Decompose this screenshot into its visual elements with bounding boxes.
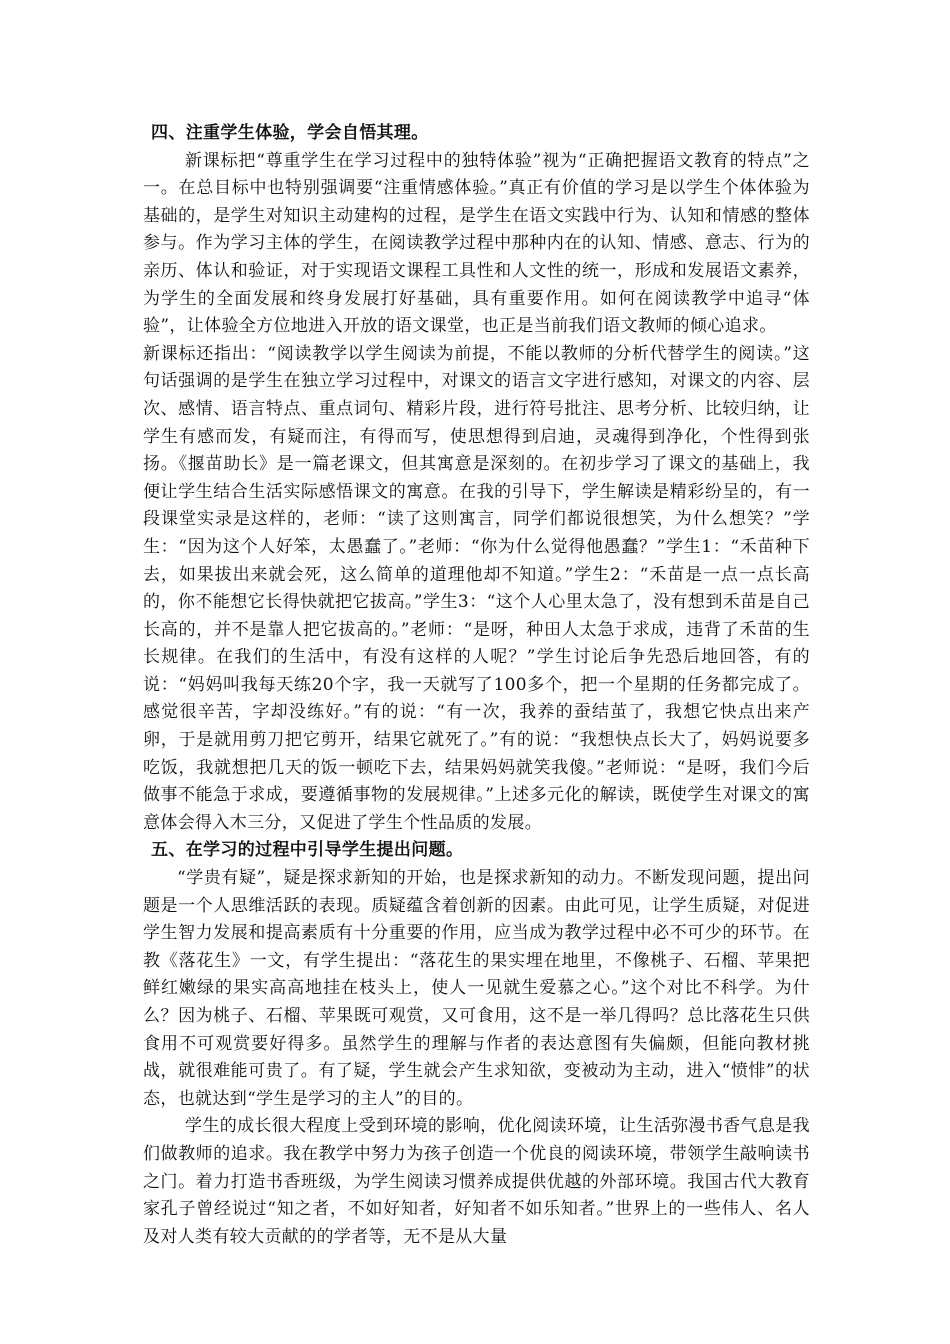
document-page	[143, 120, 810, 1251]
section-heading-5: 五、在学习的过程中引导学生提出问题。	[151, 840, 464, 861]
paragraph: 新课标把“尊重学生在学习过程中的独特体验”视为“正确把握语文教育的特点”之一。在总目标中也特别强调要“注重情感体验。”真正有价值的学习是以学生个体体验为基础的，是学生对知识主动建构的过程，是学生在语文实践中行为、认知和情感的整体参与。作为学习主体的学生，在阅读教学过程中那种内在的认知、情感、意志、行为的亲历、体认和验证，对于实现语文课程工具性和人文性的统一，形成和发展语文素养，为学生的全面发展和终身发展打好基础，具有重要作用。如何在阅读教学中追寻“体验”，让体验全方位地进入开放的语文课堂，也正是当前我们语文教师的倾心追求。	[143, 150, 810, 337]
paragraph: “学贵有疑”，疑是探求新知的开始，也是探求新知的动力。不断发现问题，提出问题是一个人思维活跃的表现。质疑蕴含着创新的因素。由此可见，让学生质疑，对促进学生智力发展和提高素质有十分重要的作用，应当成为教学过程中必不可少的环节。在教《落花生》一文，有学生提出：“落花生的果实埋在地里，不像桃子、石榴、苹果把鲜红嫩绿的果实高高地挂在枝头上，使人一见就生爱慕之心。”这个对比不科学。为什么？因为桃子、石榴、苹果既可观赏，又可食用，这不是一举几得吗？总比落花生只供食用不可观赏要好得多。虽然学生的理解与作者的表达意图有失偏颇，但能向教材挑战，就很难能可贵了。有了疑，学生就会产生求知欲，变被动为主动，进入“愤悱”的状态，也就达到“学生是学习的主人”的目的。	[143, 868, 810, 1109]
paragraph: 新课标还指出：“阅读教学以学生阅读为前提，不能以教师的分析代替学生的阅读。”这句话强调的是学生在独立学习过程中，对课文的语言文字进行感知，对课文的内容、层次、感情、语言特点、重点词句、精彩片段，进行符号批注、思考分析、比较归纳，让学生有感而发，有疑而注，有得而写，使思想得到启迪，灵魂得到净化，个性得到张扬。《揠苗助长》是一篇老课文，但其寓意是深刻的。在初步学习了课文的基础上，我便让学生结合生活实际感悟课文的寓意。在我的引导下，学生解读是精彩纷呈的，有一段课堂实录是这样的，老师：“读了这则寓言，同学们都说很想笑，为什么想笑？”学生：“因为这个人好笨，太愚蠢了。”老师：“你为什么觉得他愚蠢？”学生1：“禾苗种下去，如果拔出来就会死，这么简单的道理他却不知道。”学生2：“禾苗是一点一点长高的，你不能想它长得快就把它拔高。”学生3：“这个人心里太急了，没有想到禾苗是自己长高的，并不是靠人把它拔高的。”老师：“是呀，种田人太急于求成，违背了禾苗的生长规律。在我们的生活中，有没有这样的人呢？”学生讨论后争先恐后地回答，有的说：“妈妈叫我每天练20个字，我一天就写了100多个，把一个星期的任务都完成了。感觉很辛苦，字却没练好。”有的说：“有一次，我养的蚕结茧了，我想它快点出来产卵，于是就用剪刀把它剪开，结果它就死了。”有的说：“我想快点长大了，妈妈说要多吃饭，我就想把几天的饭一顿吃下去，结果妈妈就笑我傻。”老师说：“是呀，我们今后做事不能急于求成，要遵循事物的发展规律。”上述多元化的解读，既使学生对课文的寓意体会得入木三分，又促进了学生个性品质的发展。	[143, 343, 810, 833]
paragraph: 学生的成长很大程度上受到环境的影响，优化阅读环境，让生活弥漫书香气息是我们做教师的追求。我在教学中努力为孩子创造一个优良的阅读环境，带领学生敲响读书之门。着力打造书香班级，为学生阅读习惯养成提供优越的外部环境。我国古代大教育家孔子曾经说过“知之者，不如好知者，好知者不如乐知者。”世界上的一些伟人、名人及对人类有较大贡献的的学者等，无不是从大量	[143, 1116, 810, 1247]
section-heading-4: 四、注重学生体验，学会自悟其理。	[151, 123, 429, 143]
